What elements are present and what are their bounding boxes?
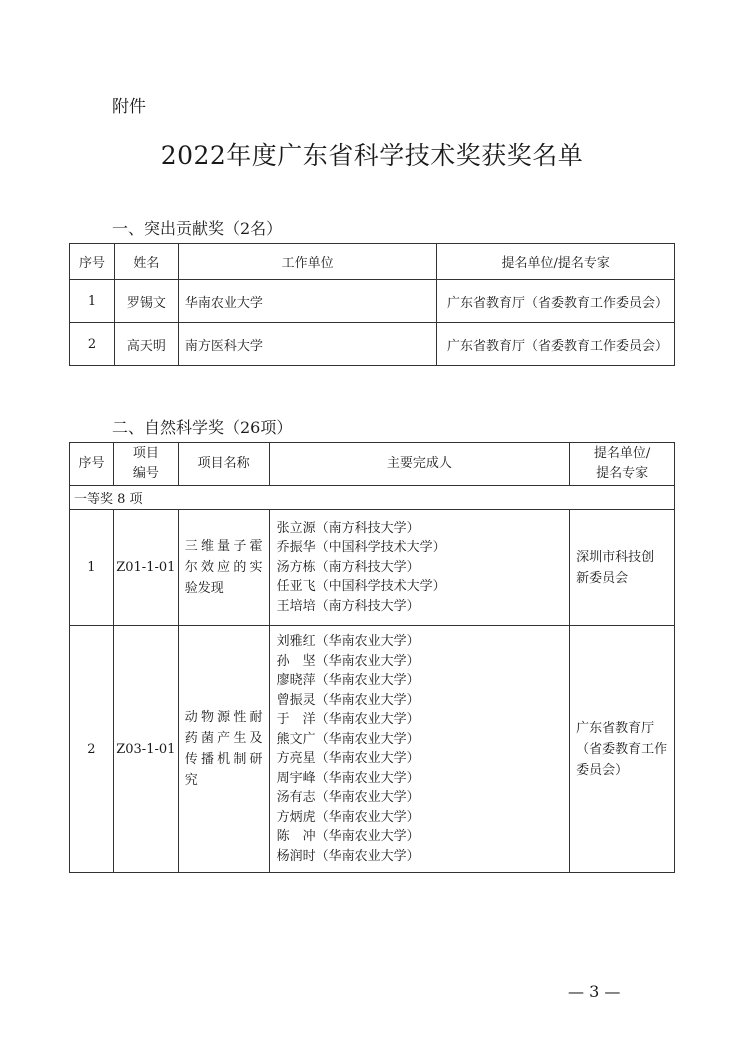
header-code-line: 项目 <box>132 446 159 461</box>
header-nom-line: 提名单位/ <box>593 446 651 461</box>
header-project-code <box>113 443 178 486</box>
nominator-line: 广东省教育厅 <box>576 720 655 736</box>
contributor: 陈 冲（华南农业大学） <box>276 829 420 844</box>
contributor: 曾振灵（华南农业大学） <box>276 692 420 708</box>
row-no: 1 <box>70 280 115 323</box>
contributor: 张立源（南方科技大学） <box>276 520 420 536</box>
table-row <box>70 280 675 323</box>
row-nominator <box>570 626 675 873</box>
nominator-line: 深圳市科技创 <box>576 549 655 565</box>
contributor: 熊文广（华南农业大学） <box>276 731 420 747</box>
header-no: 序号 <box>70 244 115 280</box>
row-nominator <box>570 510 675 626</box>
contributor: 廖晓萍（华南农业大学） <box>276 673 420 688</box>
header-main-contributors: 主要完成人 <box>269 443 570 486</box>
header-code-line: 编号 <box>132 466 159 481</box>
row-name: 罗锡文 <box>114 280 178 323</box>
contributor: 杨润时（华南农业大学） <box>276 848 420 864</box>
project-line: 究 <box>184 773 198 788</box>
row-code: Z03-1-01 <box>113 626 178 873</box>
page-title: 2022年度广东省科学技术奖获奖名单 <box>160 141 584 170</box>
nominator-line: 委员会） <box>576 762 629 778</box>
contributor: 于 洋（华南农业大学） <box>276 712 420 727</box>
row-no: 2 <box>70 323 115 366</box>
nominator-line: 新委员会 <box>576 570 629 586</box>
attachment-label: 附件 <box>112 97 146 117</box>
natural-science-table <box>69 442 675 873</box>
contributor: 汤有志（华南农业大学） <box>276 790 420 805</box>
project-line: 药菌产生及 <box>184 731 263 746</box>
row-project-name <box>178 626 269 873</box>
header-project-name: 项目名称 <box>178 443 269 486</box>
page-number: — 3 — <box>568 982 621 1001</box>
table-row <box>70 323 675 366</box>
row-project-name <box>178 510 269 626</box>
contributor: 任亚飞（中国科学技术大学） <box>276 579 446 595</box>
header-no: 序号 <box>70 443 114 486</box>
row-nominator: 广东省教育厅（省委教育工作委员会） <box>437 323 675 366</box>
contributor: 方炳虎（华南农业大学） <box>276 809 420 825</box>
header-nominator <box>570 443 675 486</box>
row-contributors <box>269 510 570 626</box>
header-nominator: 提名单位/提名专家 <box>437 244 675 280</box>
project-line: 传播机制研 <box>184 752 263 767</box>
nominator-line: （省委教育工作 <box>576 741 668 757</box>
contributor: 孙 坚（华南农业大学） <box>276 653 420 669</box>
row-name: 高天明 <box>114 323 178 366</box>
table-row <box>70 510 675 626</box>
contributor: 汤方栋（南方科技大学） <box>276 559 420 575</box>
row-work-unit: 南方医科大学 <box>178 323 437 366</box>
row-work-unit: 华南农业大学 <box>178 280 437 323</box>
row-nominator: 广东省教育厅（省委教育工作委员会） <box>437 280 675 323</box>
row-contributors <box>269 626 570 873</box>
contributor: 刘雅红（华南农业大学） <box>276 634 420 649</box>
project-line: 验发现 <box>184 581 224 596</box>
row-code: Z01-1-01 <box>113 510 178 626</box>
project-line: 动物源性耐 <box>184 710 263 725</box>
section-heading-natural-science: 二、自然科学奖（26项） <box>112 418 293 437</box>
project-line: 尔效应的实 <box>184 560 263 575</box>
table-row <box>70 626 675 873</box>
project-line: 三维量子霍 <box>184 539 263 554</box>
contributor: 乔振华（中国科学技术大学） <box>276 540 446 556</box>
header-work-unit: 工作单位 <box>178 244 437 280</box>
table-header-row <box>70 244 675 280</box>
header-nom-line: 提名专家 <box>596 466 649 481</box>
header-name: 姓名 <box>114 244 178 280</box>
row-no: 2 <box>70 626 114 873</box>
contributor: 周宇峰（华南农业大学） <box>276 770 420 786</box>
contributor: 方亮星（华南农业大学） <box>276 751 420 766</box>
award-group-label: 一等奖 8 项 <box>70 486 675 510</box>
contributor: 王培培（南方科技大学） <box>276 598 420 614</box>
award-group-row <box>70 486 675 510</box>
section-heading-outstanding-contribution: 一、突出贡献奖（2名） <box>112 219 283 238</box>
row-no: 1 <box>70 510 114 626</box>
table-header-row <box>70 443 675 486</box>
outstanding-contribution-table <box>69 243 675 366</box>
